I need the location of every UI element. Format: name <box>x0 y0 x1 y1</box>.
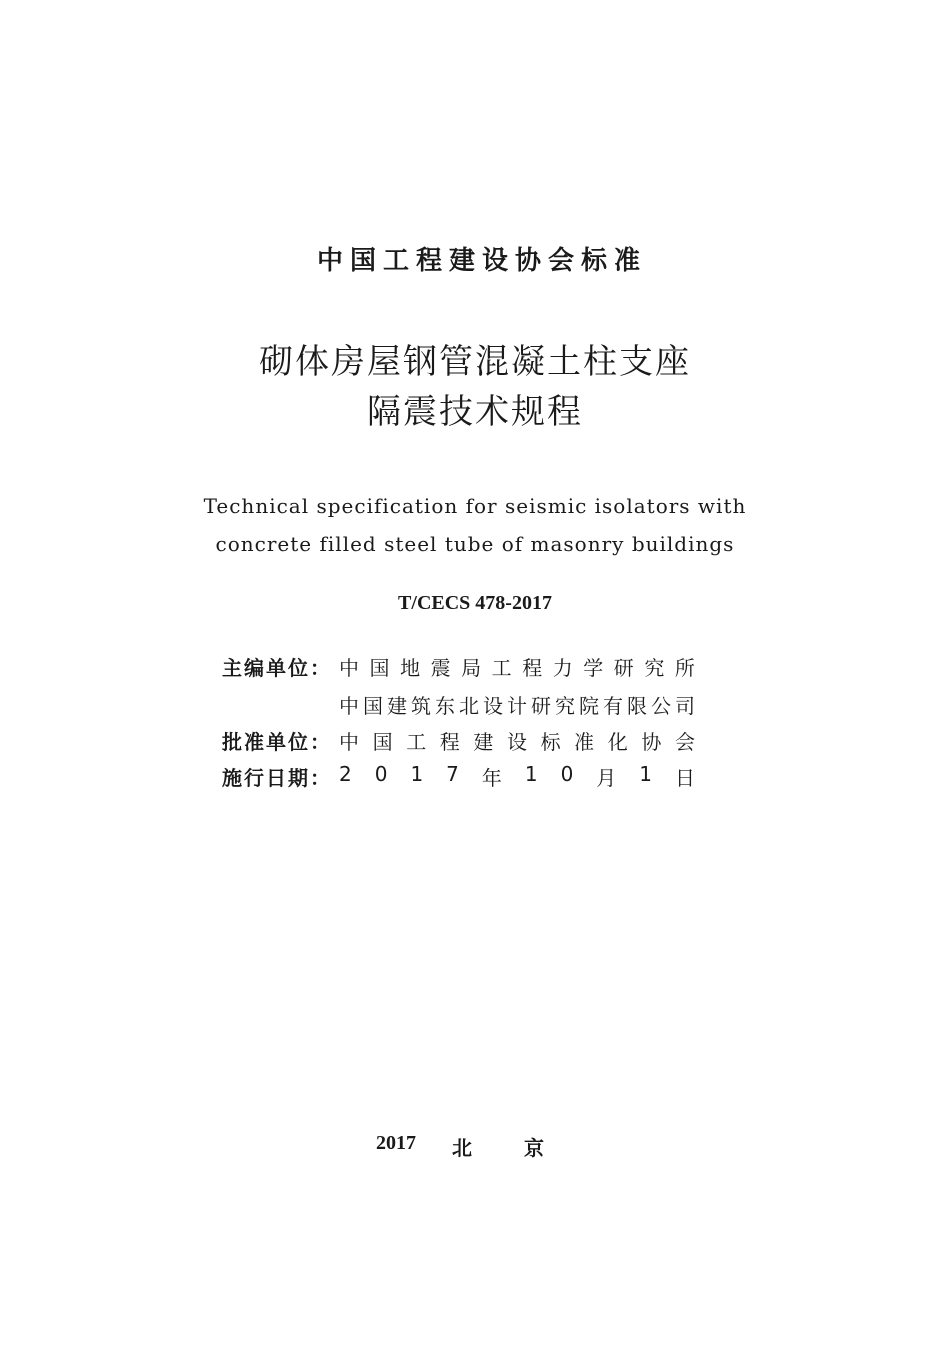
editor-unit-2: 中 国 建 筑 东 北 设 计 研 究 院 有 限 公 司 <box>339 694 695 718</box>
effective-date-label: 施行日期： <box>222 766 332 790</box>
english-title-line-2: concrete filled steel tube of masonry buildings <box>215 532 735 556</box>
approver-label: 批准单位： <box>222 730 332 754</box>
approver-unit: 中 国 工 程 建 设 标 准 化 协 会 <box>339 730 695 754</box>
publication-city: 北 京 <box>452 1136 544 1160</box>
effective-date: 2 0 1 7 年 1 0 月 1 日 <box>339 762 695 790</box>
publication-year: 2017 <box>376 1132 416 1154</box>
document-title-line-1: 砌体房屋钢管混凝土柱支座 <box>259 342 691 382</box>
english-title-line-1: Technical specification for seismic isolators with <box>203 494 747 518</box>
standard-code: T/CECS 478-2017 <box>398 592 552 614</box>
editor-unit-1: 中 国 地 震 局 工 程 力 学 研 究 所 <box>339 656 695 680</box>
series-title: 中国工程建设协会标准 <box>316 246 647 276</box>
document-title-line-2: 隔震技术规程 <box>367 392 583 432</box>
editor-label: 主编单位： <box>222 656 332 680</box>
